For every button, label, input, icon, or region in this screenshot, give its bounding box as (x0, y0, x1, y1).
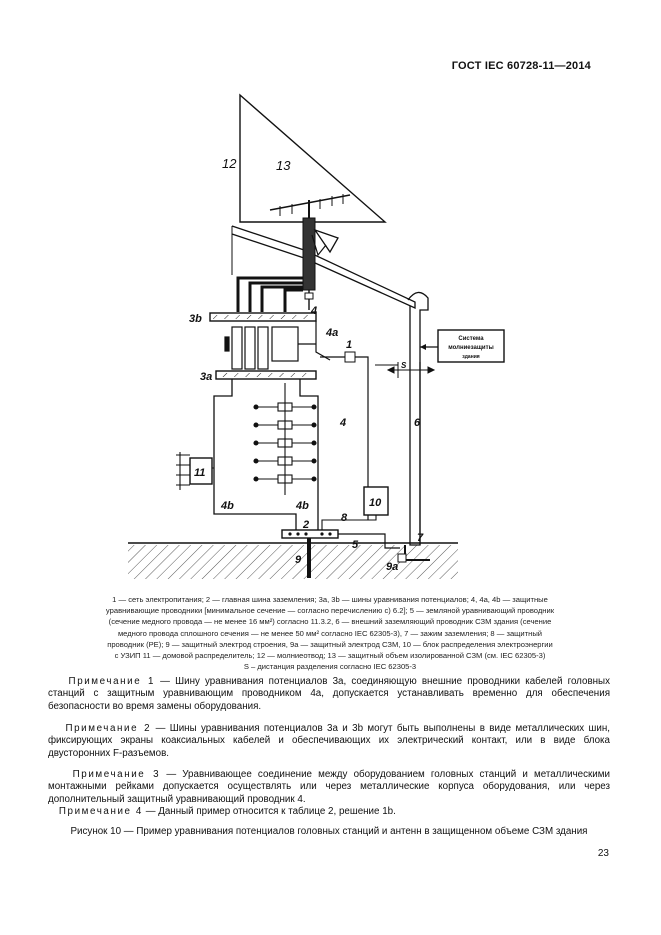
label-8: 8 (341, 512, 348, 524)
label-2: 2 (303, 519, 310, 531)
label-4-right: 4 (340, 417, 347, 429)
label-5: 5 (352, 539, 359, 551)
main-earthing-bar (282, 530, 338, 538)
standard-header: ГОСТ IEC 60728-11—2014 (451, 60, 591, 72)
label-3a: 3a (200, 371, 213, 383)
note-label: Примечание 4 (58, 806, 143, 817)
label-9: 9 (295, 554, 302, 566)
antenna-cables (238, 278, 303, 312)
separation-distance (388, 362, 434, 378)
legend-line: медного провода сплошного сечения — не менее 50 мм² согласно IEC 62305-3), 7 — зажим заземления; 8 — защитный (117, 628, 543, 638)
legend-line: уравнивающие проводники [минимальное сечение — согласно перечислению c) 6.2]; 5 — земляной уравнивающий проводник (105, 606, 555, 616)
label-12: 12 (222, 156, 237, 171)
page-number: 23 (597, 848, 609, 859)
lps-line3: здания (462, 354, 480, 360)
legend-line: S – дистанция разделения согласно IEC 62305-3 (243, 662, 417, 672)
note-text: — Уравнивающее соединение между оборудованием головных станций и металлическими монтажными рейками допускается осуществлять или через металлические корпуса оборудования, или через дополнительный защитный уравнивающий проводник 4. (48, 769, 610, 805)
note-label: Примечание 1 (68, 676, 156, 687)
legend-line: с УЗИП 11 — домовой распределитель; 12 — молниеотвод; 13 — защитный объем изолированной СЗМ (см. IEC 62305-3) (114, 651, 546, 661)
note-1 (48, 676, 610, 713)
label-s: S (401, 361, 407, 370)
bus-3b (210, 313, 316, 321)
legend-line: 1 — сеть электропитания; 2 — главная шина заземления; 3a, 3b — шины уравнивания потенциалов; 4, 4a, 4b — защитные (112, 595, 548, 604)
label-6: 6 (414, 417, 421, 429)
legend-line: (сечение медного провода — не менее 16 мм²) согласно 11.3.2, 6 — внешний заземляющий проводник СЗМ здания (сечение (108, 617, 552, 627)
label-9a: 9a (386, 561, 399, 573)
label-11: 11 (194, 467, 206, 479)
label-4-top: 4 (311, 305, 318, 317)
roof (232, 226, 415, 308)
note-text: — Шины уравнивания потенциалов 3a и 3b могут быть выполнены в виде металлических шин, фиксирующих экраны коаксиальных кабелей и обеспечивающих их электрический контакт, или в виде блока двусторонних F-разъемов. (48, 723, 610, 759)
lps-line2: молниезащиты (448, 345, 494, 351)
label-10: 10 (369, 497, 382, 509)
distribution-rows (254, 383, 316, 495)
note-3 (48, 769, 610, 806)
note-2 (48, 723, 610, 760)
label-7: 7 (417, 532, 424, 544)
figure-caption: Рисунок 10 — Пример уравнивания потенциалов головных станций и антенн в защищенном объеме СЗМ здания (70, 826, 588, 837)
bus-3a (216, 371, 316, 379)
note-label: Примечание 2 (65, 723, 152, 734)
label-1: 1 (346, 339, 353, 351)
lps-line1: Система (458, 336, 484, 342)
note-label: Примечание 3 (72, 769, 161, 780)
label-4b-right: 4b (296, 500, 309, 512)
label-4a: 4a (326, 327, 339, 339)
figure-legend (44, 594, 616, 672)
label-4b-left: 4b (221, 500, 234, 512)
protection-volume-outline (240, 95, 385, 222)
note-text: — Шину уравнивания потенциалов 3a, соединяющую внешние проводники кабелей головных станций с защитным уравнивающим проводником 4a, допускается устанавливать временно для обеспечения безопасности во время замены оборудования. (48, 676, 611, 712)
note-text: — Данный пример относится к таблице 2, решение 1b. (142, 806, 396, 817)
headend-equipment (225, 327, 316, 369)
note-4 (48, 806, 610, 818)
label-3b: 3b (189, 313, 202, 325)
legend-line: проводник (PE); 9 — защитный электрод строения, 9a — защитный электрод СЗМ, 10 — блок распределения электроэнергии (107, 639, 553, 649)
label-13: 13 (276, 158, 291, 173)
antenna-mast (270, 194, 350, 310)
